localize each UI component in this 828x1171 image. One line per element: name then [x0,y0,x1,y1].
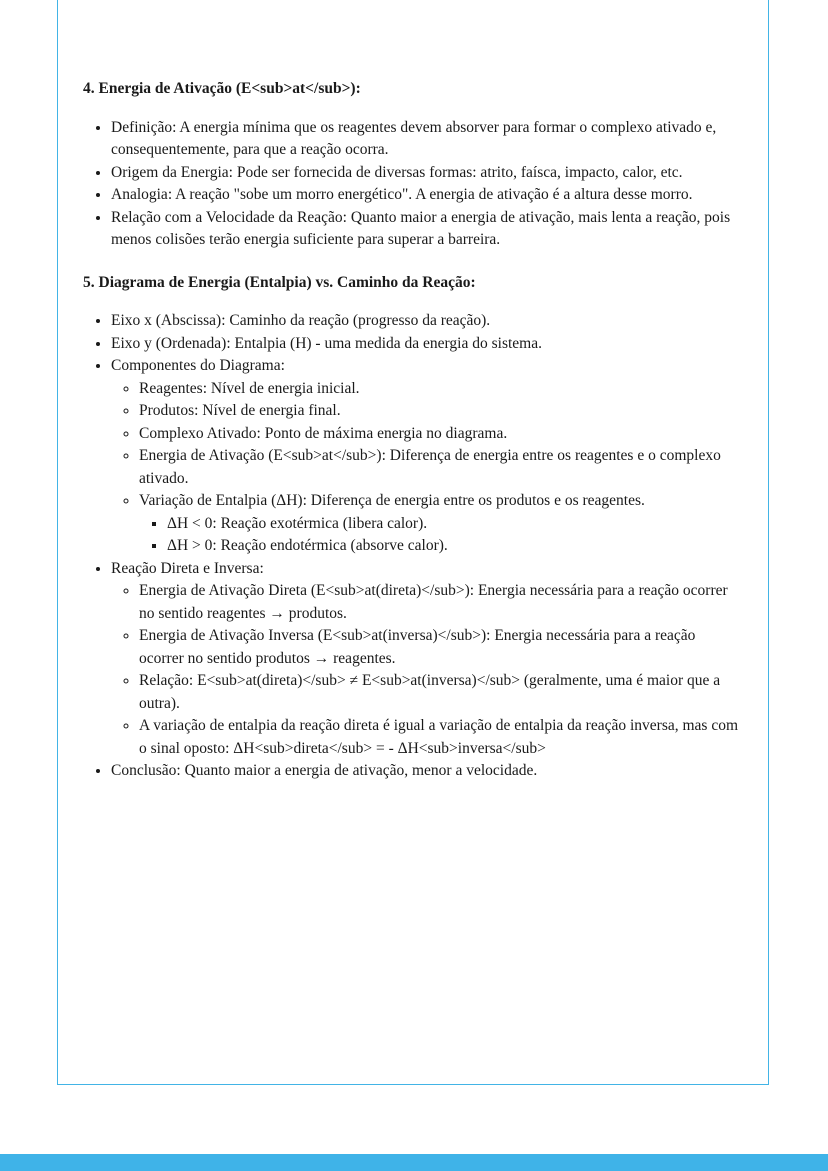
list-item: • Analogia: A reação "sobe um morro energético". A energia de ativação é a altura desse morro. [111,184,743,207]
list-item: ◦ Energia de Ativação Inversa (E<sub>at(inversa)</sub>): Energia necessária para a reação ocorrer no sentido produtos → reagentes. [139,625,743,670]
list-item-componentes [111,355,743,558]
list-item: • Eixo y (Ordenada): Entalpia (H) - uma medida da energia do sistema. [111,333,743,356]
section-4-heading: 4. Energia de Ativação (E<sub>at</sub>): [83,80,361,97]
list-item: ▪ ΔH > 0: Reação endotérmica (absorve calor). [167,535,743,558]
list-item: • Eixo x (Abscissa): Caminho da reação (progresso da reação). [111,310,743,333]
list-item: ◦ Energia de Ativação Direta (E<sub>at(direta)</sub>): Energia necessária para a reação ocorrer no sentido reagentes → produtos. [139,580,743,625]
direta-inversa-sublist [111,580,743,760]
list-item: ◦ Energia de Ativação (E<sub>at</sub>): Diferença de energia entre os reagentes e o complexo ativado. [139,445,743,490]
list-item: ◦ Relação: E<sub>at(direta)</sub> ≠ E<sub>at(inversa)</sub> (geralmente, uma é maior que a outra). [139,670,743,715]
list-item-variacao [139,490,743,558]
footer-bar [0,1154,828,1171]
section-4-list [83,117,743,252]
list-item: • Relação com a Velocidade da Reação: Quanto maior a energia de ativação, mais lenta a reação, pois menos colisões terão energia suficiente para superar a barreira. [111,207,743,252]
list-item: ◦ A variação de entalpia da reação direta é igual a variação de entalpia da reação inversa, mas com o sinal oposto: ΔH<sub>direta</sub> = - ΔH<sub>inversa</sub> [139,715,743,760]
componentes-label: Componentes do Diagrama: [111,357,285,374]
section-5-heading: 5. Diagrama de Energia (Entalpia) vs. Caminho da Reação: [83,273,476,291]
componentes-sublist [111,378,743,558]
list-item: ▪ ΔH < 0: Reação exotérmica (libera calor). [167,513,743,536]
variacao-sublist [139,513,743,558]
list-item: • Definição: A energia mínima que os reagentes devem absorver para formar o complexo ativado e, consequentemente, para que a reação ocorra. [111,117,743,162]
list-item: • Origem da Energia: Pode ser fornecida de diversas formas: atrito, faísca, impacto, calor, etc. [111,162,743,185]
list-item: ◦ Complexo Ativado: Ponto de máxima energia no diagrama. [139,423,743,446]
document-content [83,78,743,783]
list-item: ◦ Produtos: Nível de energia final. [139,400,743,423]
list-item: • Conclusão: Quanto maior a energia de ativação, menor a velocidade. [111,760,743,783]
section-5-list [83,310,743,783]
direta-inversa-label: Reação Direta e Inversa: [111,559,264,577]
list-item: ◦ Reagentes: Nível de energia inicial. [139,378,743,401]
list-item-direta-inversa [111,558,743,761]
variacao-label: Variação de Entalpia (ΔH): Diferença de energia entre os produtos e os reagentes. [139,492,645,509]
